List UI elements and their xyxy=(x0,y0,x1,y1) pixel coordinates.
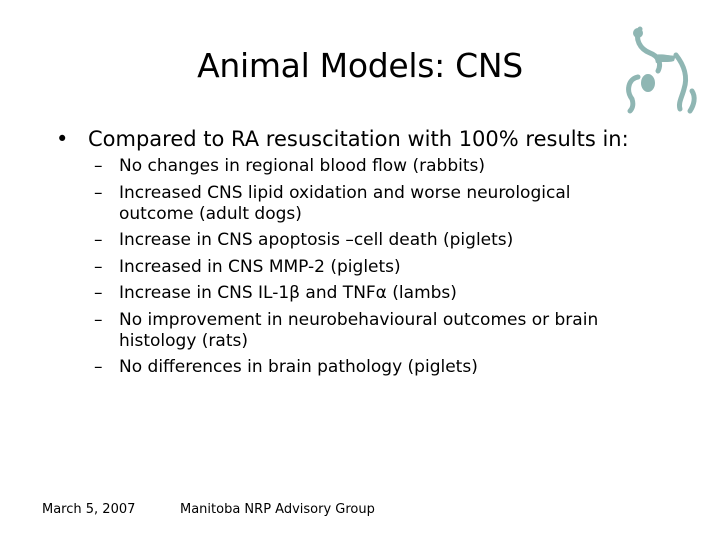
list-item xyxy=(94,230,634,251)
bullet-marker: • xyxy=(56,127,69,151)
list-item xyxy=(94,357,634,378)
dash-marker: – xyxy=(94,256,103,277)
slide-title: Animal Models: CNS xyxy=(197,46,523,85)
list-item xyxy=(94,310,634,352)
main-bullet-text: Compared to RA resuscitation with 100% results in: xyxy=(88,127,629,151)
list-item-text: Increased in CNS MMP-2 (piglets) xyxy=(119,256,401,277)
dash-marker: – xyxy=(94,230,103,250)
footer-organization: Manitoba NRP Advisory Group xyxy=(180,502,375,517)
list-item xyxy=(94,183,634,225)
dash-marker: – xyxy=(94,182,103,203)
list-item-text: Increase in CNS apoptosis –cell death (piglets) xyxy=(119,230,514,250)
list-item-text: No changes in regional blood flow (rabbits) xyxy=(119,156,485,176)
list-item xyxy=(94,156,634,177)
list-item-text: Increase in CNS IL-1β and TNFα (lambs) xyxy=(119,283,457,303)
main-bullet xyxy=(56,124,696,154)
mother-child-silhouette-icon xyxy=(618,25,698,115)
list-item-text: No improvement in neurobehavioural outcomes or brain histology (rats) xyxy=(119,309,599,351)
dash-marker: – xyxy=(94,156,103,176)
list-item-text: No differences in brain pathology (piglets) xyxy=(119,357,478,377)
dash-marker: – xyxy=(94,357,103,377)
dash-marker: – xyxy=(94,309,103,330)
sub-bullet-list xyxy=(94,156,634,384)
list-item xyxy=(94,257,634,278)
footer-date: March 5, 2007 xyxy=(42,502,136,517)
dash-marker: – xyxy=(94,283,103,303)
list-item-text: Increased CNS lipid oxidation and worse neurological outcome (adult dogs) xyxy=(119,182,571,224)
list-item xyxy=(94,283,634,304)
